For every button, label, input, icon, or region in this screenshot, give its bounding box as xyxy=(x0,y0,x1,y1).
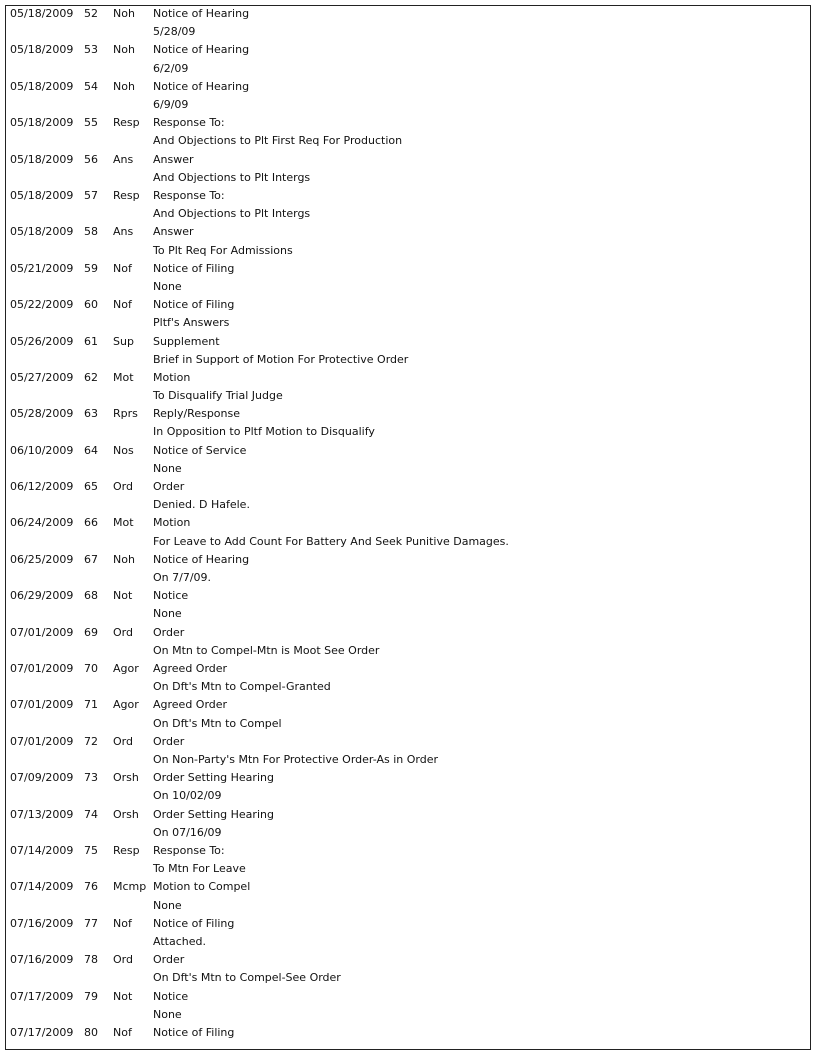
entry-date: 06/12/2009 xyxy=(10,480,74,494)
entry-detail: And Objections to Plt First Req For Production xyxy=(153,134,403,148)
entry-date: 07/13/2009 xyxy=(10,807,74,821)
entry-date: 05/21/2009 xyxy=(10,261,74,275)
docket-entry xyxy=(0,1024,816,1060)
entry-description: Motion to Compel xyxy=(153,880,251,894)
entry-number: 66 xyxy=(84,516,98,530)
entry-code: Nof xyxy=(113,916,132,930)
entry-code: Ord xyxy=(113,734,133,748)
entry-description: Notice of Hearing xyxy=(153,79,250,93)
entry-detail: None xyxy=(153,1007,182,1021)
docket-entry xyxy=(0,769,816,805)
entry-detail: None xyxy=(153,279,182,293)
docket-entry xyxy=(0,624,816,660)
entry-code: Agor xyxy=(113,698,139,712)
entry-date: 07/01/2009 xyxy=(10,662,74,676)
entry-detail: To Plt Req For Admissions xyxy=(153,243,293,257)
entry-code: Sup xyxy=(113,334,134,348)
entry-detail: For Leave to Add Count For Battery And Seek Punitive Damages. xyxy=(153,534,509,548)
entry-date: 05/28/2009 xyxy=(10,407,74,421)
entry-code: Nof xyxy=(113,1025,132,1039)
entry-date: 05/18/2009 xyxy=(10,152,74,166)
entry-code: Noh xyxy=(113,552,135,566)
docket-entry xyxy=(0,878,816,914)
entry-number: 63 xyxy=(84,407,98,421)
docket-entry xyxy=(0,78,816,114)
entry-date: 05/18/2009 xyxy=(10,188,74,202)
entry-number: 73 xyxy=(84,771,98,785)
entry-detail: On Dft's Mtn to Compel xyxy=(153,716,282,730)
entry-description: Notice of Service xyxy=(153,443,247,457)
entry-date: 07/01/2009 xyxy=(10,698,74,712)
entry-number: 61 xyxy=(84,334,98,348)
entry-detail: On Dft's Mtn to Compel-Granted xyxy=(153,680,331,694)
entry-number: 70 xyxy=(84,662,98,676)
entry-number: 72 xyxy=(84,734,98,748)
entry-number: 79 xyxy=(84,989,98,1003)
docket-entry xyxy=(0,151,816,187)
entry-code: Ans xyxy=(113,225,134,239)
docket-entry xyxy=(0,551,816,587)
entry-description: Notice of Filing xyxy=(153,261,235,275)
entry-detail: And Objections to Plt Intergs xyxy=(153,170,311,184)
docket-entry xyxy=(0,915,816,951)
entry-date: 06/10/2009 xyxy=(10,443,74,457)
entry-detail: On 7/7/09. xyxy=(153,571,212,585)
entry-description: Order Setting Hearing xyxy=(153,807,274,821)
entry-code: Noh xyxy=(113,79,135,93)
entry-description: Answer xyxy=(153,152,194,166)
entry-number: 57 xyxy=(84,188,98,202)
entry-detail: In Opposition to Pltf Motion to Disqualify xyxy=(153,425,375,439)
entry-detail: On Mtn to Compel-Mtn is Moot See Order xyxy=(153,643,380,657)
entry-number: 76 xyxy=(84,880,98,894)
entry-number: 62 xyxy=(84,370,98,384)
entry-date: 07/16/2009 xyxy=(10,953,74,967)
entry-detail: On 07/16/09 xyxy=(153,825,222,839)
entry-description: Notice xyxy=(153,589,189,603)
entry-number: 78 xyxy=(84,953,98,967)
entry-code: Agor xyxy=(113,662,139,676)
entry-code: Resp xyxy=(113,843,140,857)
entry-detail: On Dft's Mtn to Compel-See Order xyxy=(153,971,341,985)
docket-entry xyxy=(0,478,816,514)
entry-code: Nos xyxy=(113,443,134,457)
entry-date: 05/18/2009 xyxy=(10,43,74,57)
entry-date: 07/01/2009 xyxy=(10,734,74,748)
docket-entry xyxy=(0,696,816,732)
entry-code: Mot xyxy=(113,370,134,384)
entry-date: 07/09/2009 xyxy=(10,771,74,785)
entry-number: 77 xyxy=(84,916,98,930)
entry-number: 54 xyxy=(84,79,98,93)
entry-detail: Brief in Support of Motion For Protective Order xyxy=(153,352,409,366)
entry-date: 06/24/2009 xyxy=(10,516,74,530)
entry-detail: 6/2/09 xyxy=(153,61,189,75)
entry-detail: To Mtn For Leave xyxy=(153,862,246,876)
entry-detail: Denied. D Hafele. xyxy=(153,498,250,512)
entry-detail: 5/28/09 xyxy=(153,25,196,39)
entry-detail: None xyxy=(153,898,182,912)
entry-detail: Attached. xyxy=(153,934,206,948)
entry-number: 53 xyxy=(84,43,98,57)
entry-detail: On 10/02/09 xyxy=(153,789,222,803)
entry-number: 69 xyxy=(84,625,98,639)
entry-description: Order Setting Hearing xyxy=(153,771,274,785)
docket-entry xyxy=(0,514,816,550)
docket-entry xyxy=(0,442,816,478)
entry-description: Supplement xyxy=(153,334,220,348)
docket-entry xyxy=(0,187,816,223)
entry-date: 06/25/2009 xyxy=(10,552,74,566)
entry-description: Response To: xyxy=(153,188,225,202)
docket-entry xyxy=(0,223,816,259)
entry-number: 65 xyxy=(84,480,98,494)
entry-description: Agreed Order xyxy=(153,698,228,712)
entry-date: 07/14/2009 xyxy=(10,880,74,894)
entry-description: Notice of Hearing xyxy=(153,552,250,566)
entry-number: 52 xyxy=(84,7,98,20)
entry-detail: None xyxy=(153,607,182,621)
entry-number: 58 xyxy=(84,225,98,239)
entry-detail: Pltf's Answers xyxy=(153,316,230,330)
entry-description: Order xyxy=(153,625,185,639)
docket-entry xyxy=(0,333,816,369)
entry-number: 68 xyxy=(84,589,98,603)
entry-number: 55 xyxy=(84,116,98,130)
docket-entry xyxy=(0,587,816,623)
entry-description: Motion xyxy=(153,516,191,530)
entry-number: 64 xyxy=(84,443,98,457)
entry-code: Not xyxy=(113,989,133,1003)
entry-detail: To Disqualify Trial Judge xyxy=(153,389,283,403)
entry-code: Orsh xyxy=(113,807,139,821)
entry-date: 07/16/2009 xyxy=(10,916,74,930)
entry-date: 05/18/2009 xyxy=(10,79,74,93)
entry-code: Noh xyxy=(113,43,135,57)
entry-detail: 6/9/09 xyxy=(153,97,189,111)
entry-description: Notice xyxy=(153,989,189,1003)
docket-entry xyxy=(0,41,816,77)
docket-entry xyxy=(0,296,816,332)
entry-number: 74 xyxy=(84,807,98,821)
entry-code: Mcmp xyxy=(113,880,147,894)
entry-date: 07/01/2009 xyxy=(10,625,74,639)
entry-description: Notice of Hearing xyxy=(153,43,250,57)
entry-description: Answer xyxy=(153,225,194,239)
entry-date: 07/17/2009 xyxy=(10,1025,74,1039)
entry-code: Ord xyxy=(113,953,133,967)
entry-description: Reply/Response xyxy=(153,407,241,421)
entry-code: Not xyxy=(113,589,133,603)
entry-description: Order xyxy=(153,480,185,494)
docket-entry xyxy=(0,951,816,987)
entry-description: Response To: xyxy=(153,116,225,130)
docket-entry xyxy=(0,733,816,769)
entry-date: 07/17/2009 xyxy=(10,989,74,1003)
entry-code: Nof xyxy=(113,261,132,275)
entry-date: 05/26/2009 xyxy=(10,334,74,348)
docket-entry xyxy=(0,842,816,878)
entry-number: 80 xyxy=(84,1025,98,1039)
entry-description: Notice of Filing xyxy=(153,1025,235,1039)
entry-date: 05/18/2009 xyxy=(10,7,74,20)
docket-entry xyxy=(0,660,816,696)
docket-entry xyxy=(0,988,816,1024)
entry-detail: None xyxy=(153,461,182,475)
entry-date: 06/29/2009 xyxy=(10,589,74,603)
entry-description: Motion xyxy=(153,370,191,384)
entry-detail: And Objections to Plt Intergs xyxy=(153,207,311,221)
entry-date: 05/27/2009 xyxy=(10,370,74,384)
entry-date: 07/14/2009 xyxy=(10,843,74,857)
entry-code: Orsh xyxy=(113,771,139,785)
entry-description: Response To: xyxy=(153,843,225,857)
entry-description: Order xyxy=(153,953,185,967)
entry-description: Notice of Filing xyxy=(153,916,235,930)
entry-description: Order xyxy=(153,734,185,748)
docket-entry xyxy=(0,405,816,441)
entry-code: Nof xyxy=(113,298,132,312)
entry-date: 05/18/2009 xyxy=(10,116,74,130)
docket-entry xyxy=(0,260,816,296)
entry-number: 71 xyxy=(84,698,98,712)
entry-code: Mot xyxy=(113,516,134,530)
docket-list xyxy=(0,5,816,1060)
entry-number: 59 xyxy=(84,261,98,275)
entry-description: Notice of Hearing xyxy=(153,7,250,20)
entry-number: 56 xyxy=(84,152,98,166)
entry-code: Ord xyxy=(113,480,133,494)
entry-number: 67 xyxy=(84,552,98,566)
docket-entry xyxy=(0,114,816,150)
entry-number: 60 xyxy=(84,298,98,312)
entry-code: Ans xyxy=(113,152,134,166)
entry-date: 05/18/2009 xyxy=(10,225,74,239)
entry-description: Notice of Filing xyxy=(153,298,235,312)
entry-code: Rprs xyxy=(113,407,138,421)
entry-detail: On Non-Party's Mtn For Protective Order-As in Order xyxy=(153,753,439,766)
entry-date: 05/22/2009 xyxy=(10,298,74,312)
entry-code: Noh xyxy=(113,7,135,20)
docket-entry xyxy=(0,5,816,41)
docket-entry xyxy=(0,806,816,842)
entry-number: 75 xyxy=(84,843,98,857)
entry-description: Agreed Order xyxy=(153,662,228,676)
docket-entry xyxy=(0,369,816,405)
entry-code: Ord xyxy=(113,625,133,639)
entry-code: Resp xyxy=(113,188,140,202)
entry-code: Resp xyxy=(113,116,140,130)
